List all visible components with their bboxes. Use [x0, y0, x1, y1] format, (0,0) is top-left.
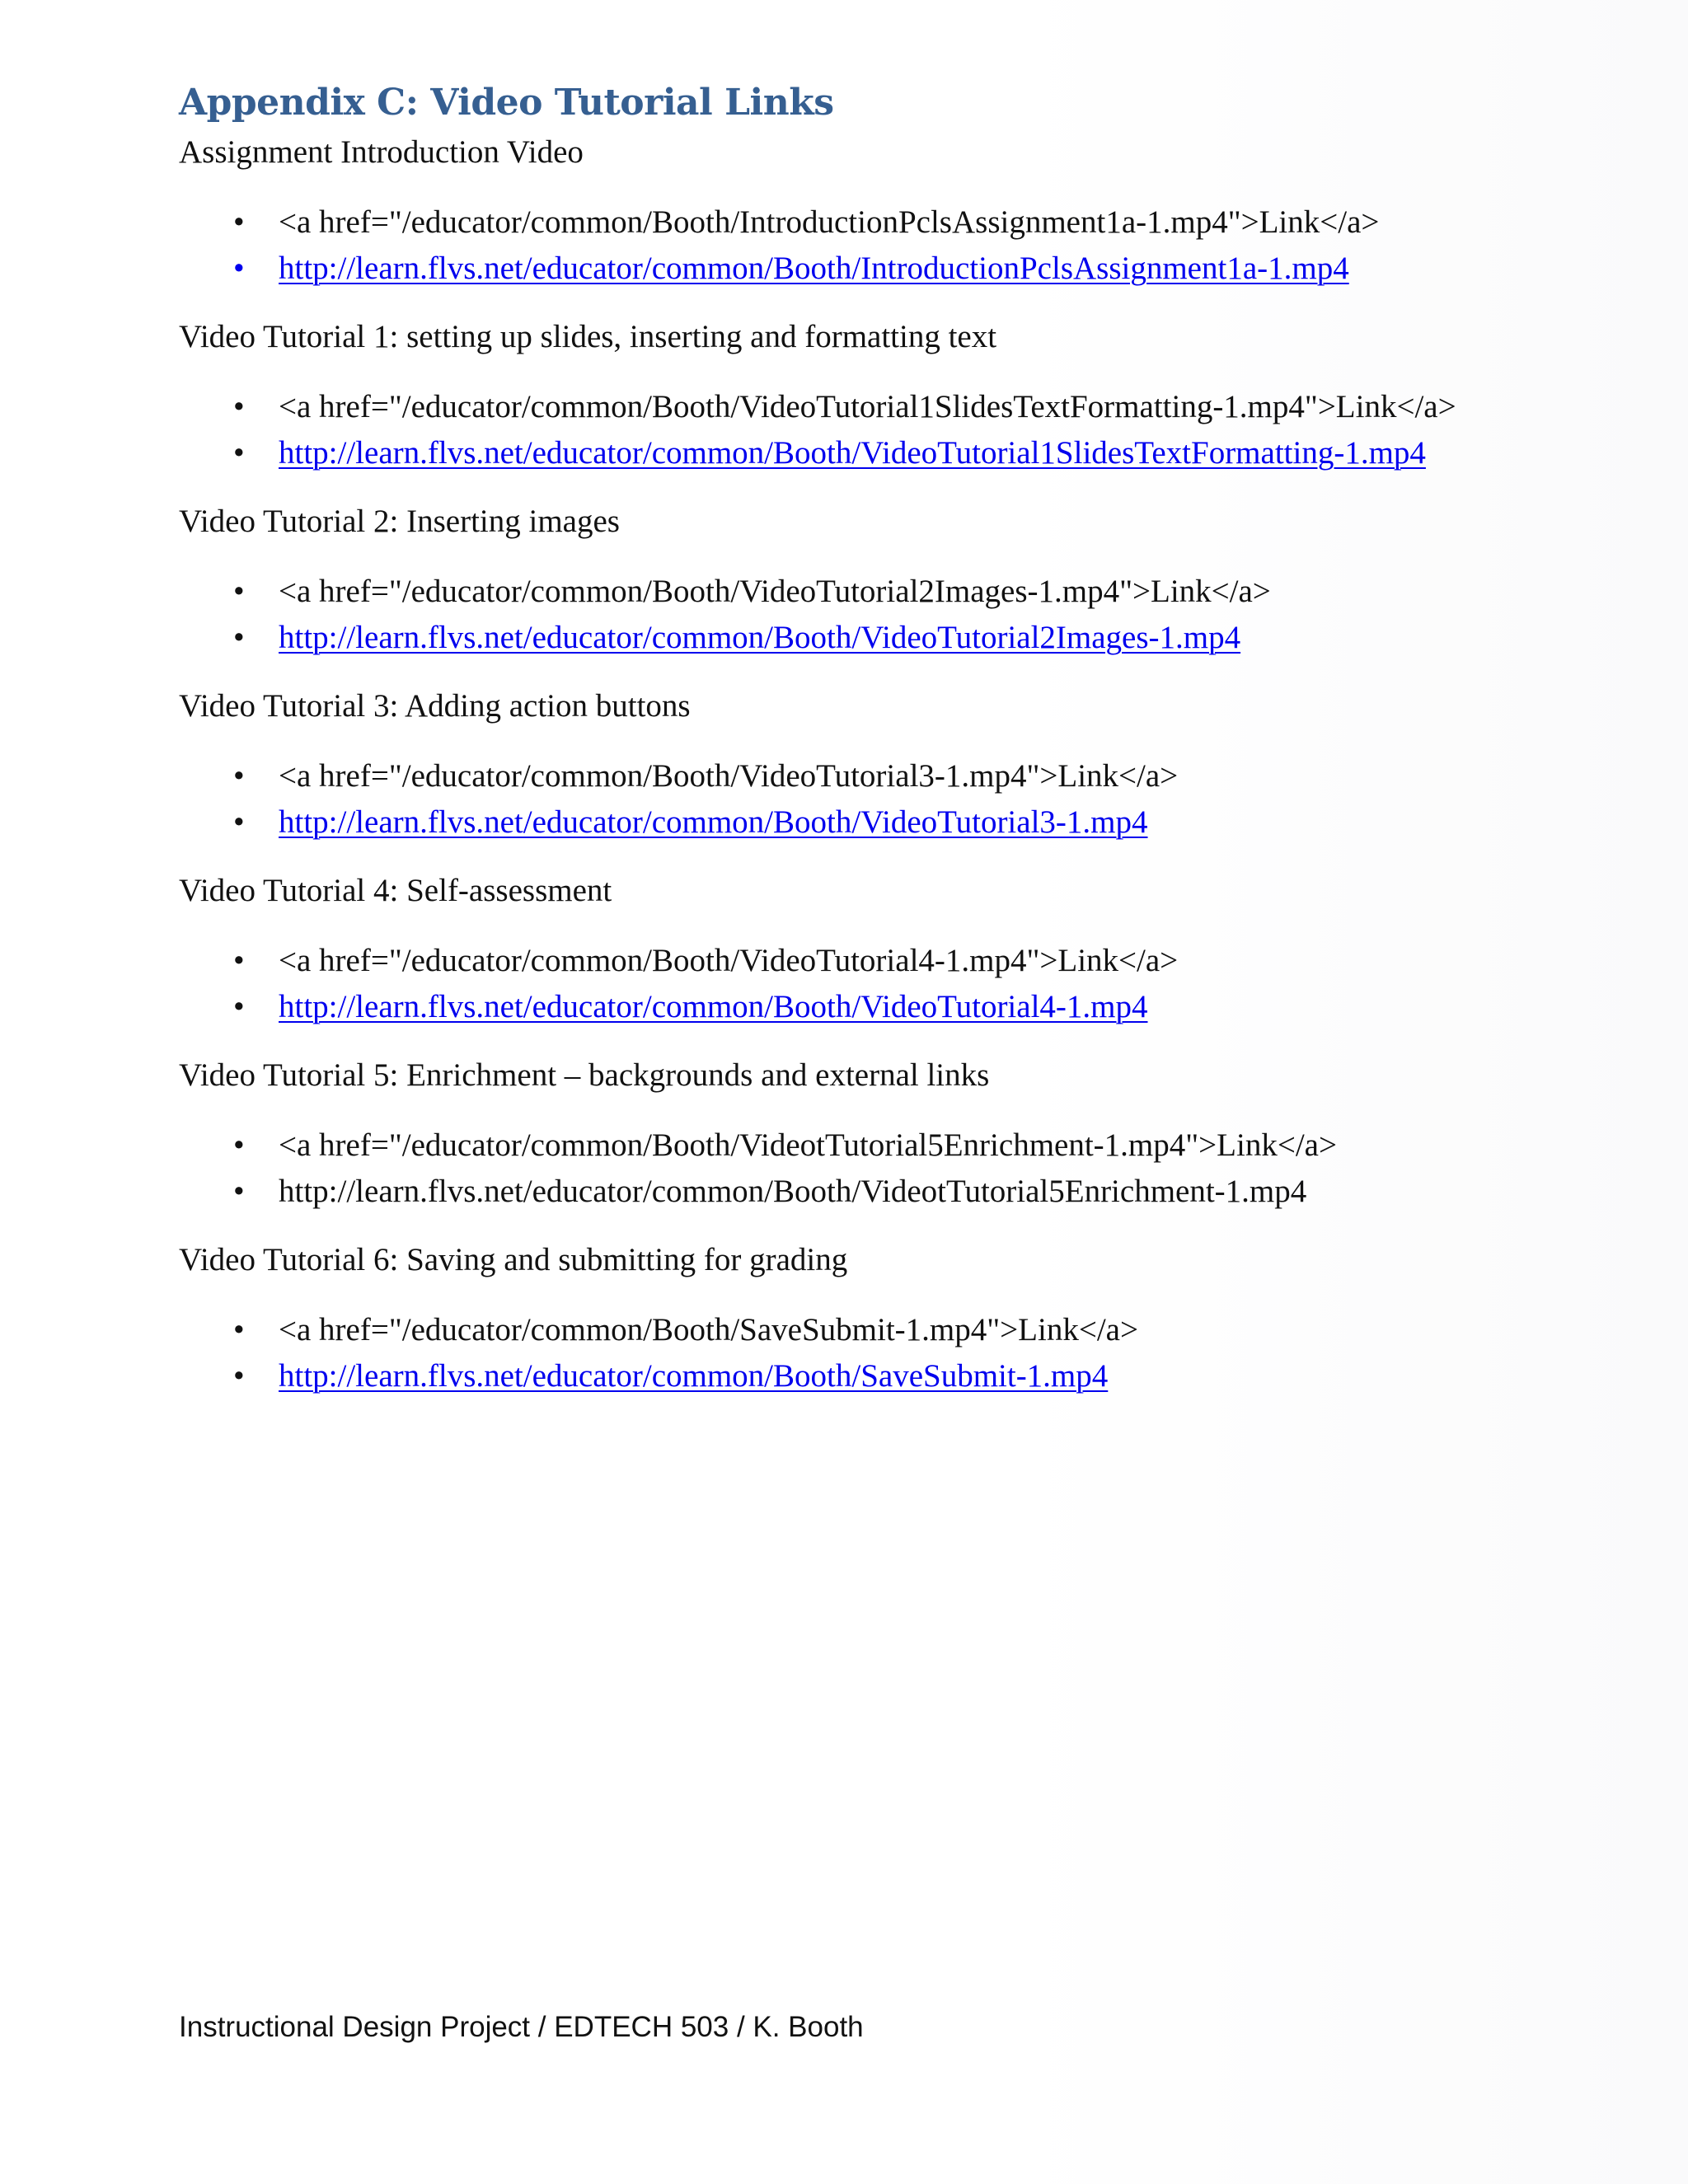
- bullet-icon: •: [233, 1174, 245, 1209]
- list-item-html-snippet: [179, 199, 1531, 246]
- html-snippet-text: <a href="/educator/common/Booth/VideoTutorial2Images-1.mp4">Link</a>: [279, 574, 1271, 609]
- link-list: [179, 199, 1531, 292]
- section-video-tutorial-4: [179, 869, 1531, 1030]
- section-title: Video Tutorial 3: Adding action buttons: [179, 688, 691, 724]
- link-list: [179, 1307, 1531, 1399]
- section-intro-video: [179, 130, 1531, 292]
- bullet-icon: •: [233, 620, 245, 655]
- section-video-tutorial-5: [179, 1053, 1531, 1215]
- bullet-icon: •: [233, 1358, 245, 1394]
- list-item-html-snippet: [179, 569, 1531, 615]
- list-item-html-snippet: [179, 753, 1531, 799]
- link-list: [179, 384, 1531, 476]
- section-title: Video Tutorial 5: Enrichment – backgrounds and external links: [179, 1057, 990, 1093]
- list-item-url: [179, 799, 1531, 846]
- list-item-html-snippet: [179, 938, 1531, 984]
- link-list: [179, 938, 1531, 1030]
- list-item-url: [179, 984, 1531, 1030]
- page-content: [179, 76, 1531, 1422]
- list-item-url: [179, 430, 1531, 476]
- html-snippet-text: <a href="/educator/common/Booth/SaveSubmit-1.mp4">Link</a>: [279, 1312, 1138, 1347]
- html-snippet-text: <a href="/educator/common/Booth/VideoTutorial3-1.mp4">Link</a>: [279, 758, 1179, 794]
- bullet-icon: •: [233, 943, 245, 978]
- list-item-html-snippet: [179, 1307, 1531, 1353]
- list-item-url: [179, 1169, 1531, 1215]
- video-url-link[interactable]: http://learn.flvs.net/educator/common/Booth/IntroductionPclsAssignment1a-1.mp4: [279, 251, 1349, 286]
- bullet-icon: •: [233, 435, 245, 471]
- html-snippet-text: <a href="/educator/common/Booth/IntroductionPclsAssignment1a-1.mp4">Link</a>: [279, 204, 1380, 240]
- video-url-text: http://learn.flvs.net/educator/common/Booth/VideotTutorial5Enrichment-1.mp4: [279, 1174, 1307, 1209]
- bullet-icon: •: [233, 251, 245, 286]
- bullet-icon: •: [233, 1312, 245, 1347]
- bullet-icon: •: [233, 389, 245, 424]
- appendix-heading: Appendix C: Video Tutorial Links: [179, 82, 834, 124]
- video-url-link[interactable]: http://learn.flvs.net/educator/common/Booth/VideoTutorial3-1.mp4: [279, 804, 1148, 840]
- section-title: Video Tutorial 1: setting up slides, inserting and formatting text: [179, 319, 997, 354]
- link-list: [179, 753, 1531, 846]
- video-url-link[interactable]: http://learn.flvs.net/educator/common/Booth/SaveSubmit-1.mp4: [279, 1358, 1109, 1394]
- list-item-url: [179, 1353, 1531, 1399]
- video-url-link[interactable]: http://learn.flvs.net/educator/common/Booth/VideoTutorial1SlidesTextFormatting-1.mp4: [279, 435, 1426, 471]
- section-title: Assignment Introduction Video: [179, 134, 584, 170]
- section-video-tutorial-3: [179, 684, 1531, 846]
- page-footer: Instructional Design Project / EDTECH 503 / K. Booth: [179, 2011, 864, 2043]
- list-item-html-snippet: [179, 384, 1531, 430]
- bullet-icon: •: [233, 204, 245, 240]
- html-snippet-text: <a href="/educator/common/Booth/VideoTutorial4-1.mp4">Link</a>: [279, 943, 1179, 978]
- bullet-icon: •: [233, 804, 245, 840]
- html-snippet-text: <a href="/educator/common/Booth/VideoTutorial1SlidesTextFormatting-1.mp4">Link</a>: [279, 389, 1456, 424]
- section-video-tutorial-6: [179, 1238, 1531, 1399]
- section-video-tutorial-1: [179, 315, 1531, 476]
- list-item-url: [179, 246, 1531, 292]
- html-snippet-text: <a href="/educator/common/Booth/VideotTutorial5Enrichment-1.mp4">Link</a>: [279, 1127, 1337, 1163]
- video-url-link[interactable]: http://learn.flvs.net/educator/common/Booth/VideoTutorial4-1.mp4: [279, 989, 1148, 1024]
- section-title: Video Tutorial 6: Saving and submitting for grading: [179, 1242, 848, 1277]
- bullet-icon: •: [233, 1127, 245, 1163]
- link-list: [179, 1122, 1531, 1215]
- link-list: [179, 569, 1531, 661]
- video-url-link[interactable]: http://learn.flvs.net/educator/common/Booth/VideoTutorial2Images-1.mp4: [279, 620, 1241, 655]
- section-title: Video Tutorial 2: Inserting images: [179, 504, 620, 539]
- bullet-icon: •: [233, 758, 245, 794]
- section-video-tutorial-2: [179, 499, 1531, 661]
- list-item-html-snippet: [179, 1122, 1531, 1169]
- section-title: Video Tutorial 4: Self-assessment: [179, 873, 612, 908]
- list-item-url: [179, 615, 1531, 661]
- bullet-icon: •: [233, 574, 245, 609]
- bullet-icon: •: [233, 989, 245, 1024]
